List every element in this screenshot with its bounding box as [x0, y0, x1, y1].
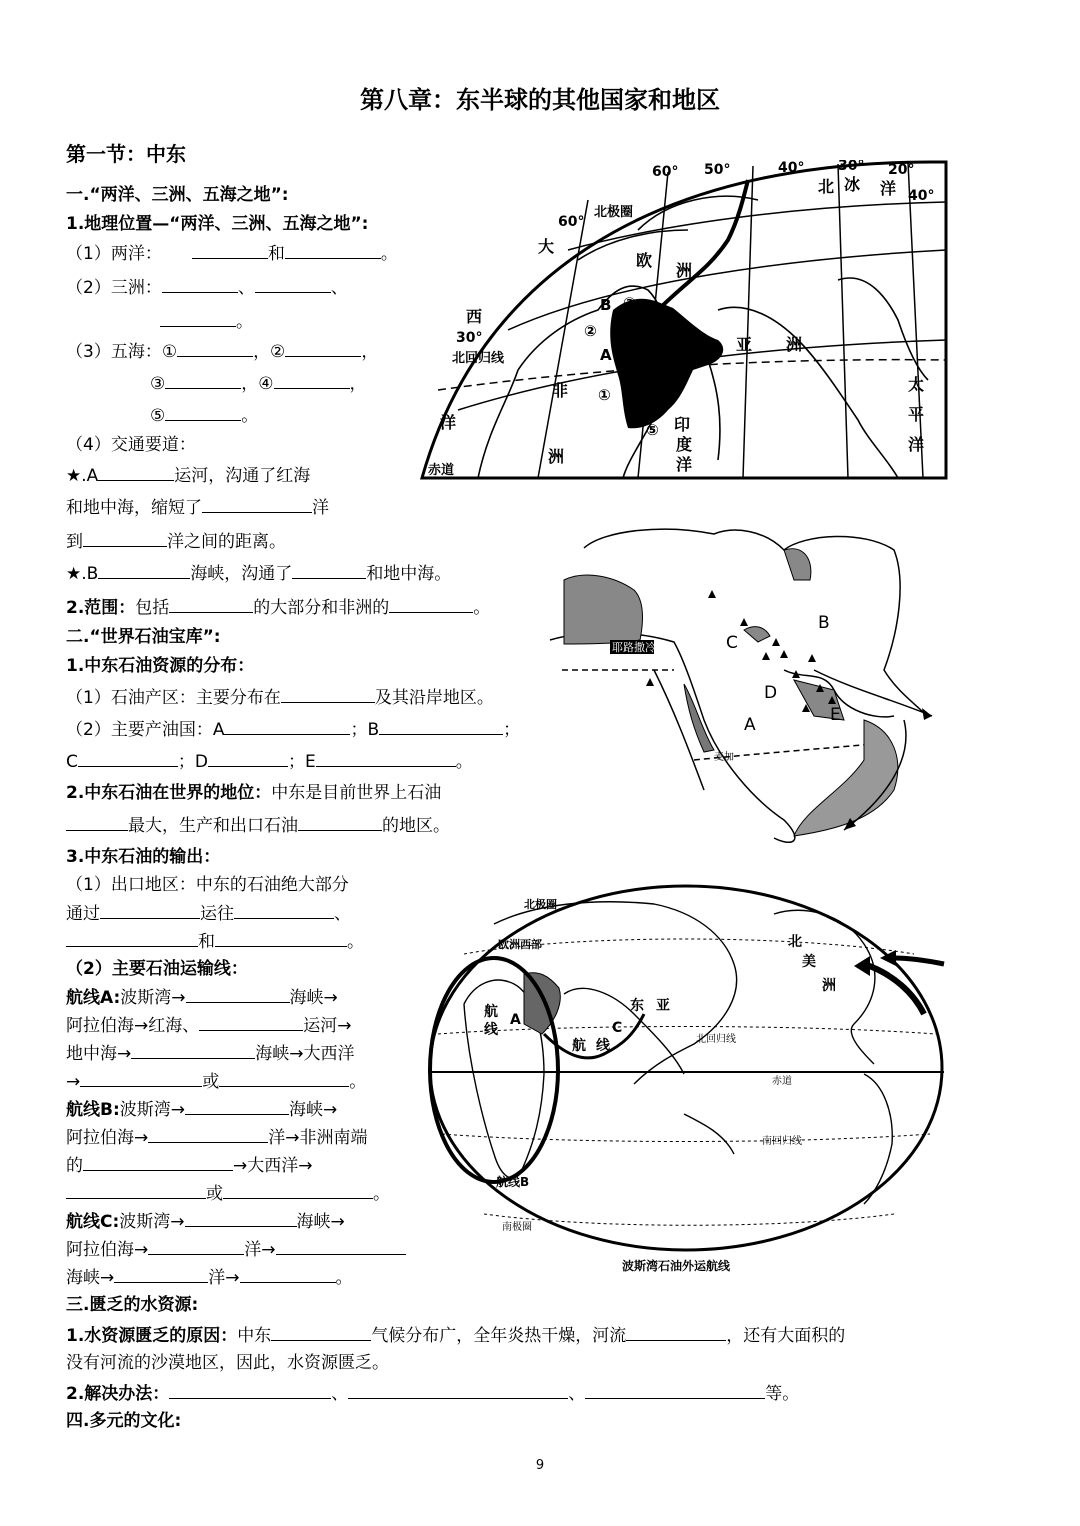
tropic-label: 北回归线	[696, 1034, 736, 1045]
place-label: 洋	[676, 455, 693, 474]
text-line: 通过 运往 、	[66, 904, 351, 924]
text-line: 1.水资源匮乏的原因：中东 气候分布广，全年炎热干燥，河流 ，还有大面积的	[66, 1326, 846, 1346]
arctic-label: 北极圈	[524, 898, 557, 911]
text-line: 3.中东石油的输出：	[66, 847, 221, 867]
text-line: 到 洋之间的距离。	[66, 532, 286, 552]
map-caption: 波斯湾石油外运航线	[622, 1259, 731, 1273]
continent-label: 洲	[822, 978, 836, 994]
text-line: 阿拉伯海→红海、 运河→	[66, 1016, 352, 1036]
country-label-e: E	[830, 705, 841, 725]
text-line: 航线C:波斯湾→ 海峡→	[66, 1212, 345, 1232]
continent-label: 美	[802, 954, 816, 970]
marker-1: ①	[598, 386, 611, 404]
text-line: ★.A 运河，沟通了红海	[66, 466, 311, 486]
text-line: 和 。	[66, 930, 364, 953]
continent-label: 北	[788, 934, 802, 950]
text-line: 最大，生产和出口石油 的地区。	[66, 814, 450, 837]
route-c-label: 航	[572, 1038, 586, 1054]
place-label: 印	[674, 415, 691, 434]
page-number: 9	[535, 1458, 545, 1473]
section-heading: 第一节：中东	[66, 142, 186, 166]
text-line: 2.范围：包括 的大部分和非洲的 。	[66, 598, 491, 618]
text-line: （2）主要石油运输线：	[66, 959, 248, 979]
deg-label: 30°	[456, 330, 483, 346]
deg-label: 60°	[558, 214, 585, 230]
place-label: 洋	[440, 413, 457, 432]
region-label: 东	[630, 998, 644, 1014]
place-label: 大	[538, 237, 555, 256]
text-line: 2.中东石油在世界的地位：中东是目前世界上石油	[66, 783, 442, 803]
place-label: 非	[552, 381, 569, 400]
text-line: （1）石油产区：主要分布在 及其沿岸地区。	[66, 688, 494, 708]
marker-2: ②	[584, 322, 597, 340]
text-line: 。	[160, 310, 253, 333]
heading-water: 三.匮乏的水资源:	[66, 1295, 199, 1315]
place-label: 平	[908, 405, 925, 424]
place-label: 亚	[736, 335, 753, 354]
text-line: 阿拉伯海→ 洋→	[66, 1238, 406, 1261]
text-line: ③ ，④ ，	[150, 374, 367, 394]
place-label: 北	[818, 177, 835, 196]
text-line: 地中海→ 海峡→大西洋	[66, 1044, 355, 1064]
text-line: C ；D ；E 。	[66, 752, 473, 772]
route-c-label: 线	[596, 1038, 610, 1054]
route-a-label: 线	[484, 1022, 498, 1038]
text-line: （2）三洲： 、 、	[66, 278, 348, 298]
tropic-label: 南回归线	[762, 1136, 802, 1147]
deg-label: 60°	[652, 164, 679, 180]
equator-label: 赤道	[772, 1076, 792, 1087]
text-line: 航线A:波斯湾→ 海峡→	[66, 988, 338, 1008]
tropic-label: 北回归线	[452, 351, 505, 366]
jerusalem-label: 耶路撒冷	[612, 641, 656, 654]
text-line: ★.B 海峡，沟通了 和地中海。	[66, 564, 452, 584]
arctic-label: 北极圈	[594, 205, 634, 220]
marker-b: B	[600, 296, 612, 314]
place-label: 西	[466, 307, 483, 326]
marker-4: ④	[668, 312, 681, 330]
place-label: 洲	[676, 261, 693, 280]
route-c-label: C	[612, 1020, 623, 1036]
route-a-label: A	[510, 1012, 521, 1028]
place-label: 太	[908, 375, 925, 394]
place-label: 度	[676, 435, 693, 454]
text-line: 1.中东石油资源的分布：	[66, 656, 255, 676]
equator-label: 赤道	[428, 463, 455, 478]
country-label-d: D	[764, 683, 778, 703]
route-a-label: 航	[484, 1004, 498, 1020]
marker-a: A	[600, 346, 612, 364]
deg-label: 20°	[888, 162, 915, 178]
country-label-c: C	[726, 633, 738, 653]
region-label: 欧洲西部	[498, 938, 542, 951]
heading-oil: 二.“世界石油宝库”:	[66, 627, 221, 647]
place-label: 欧	[636, 251, 653, 270]
text-line: ⑤ 。	[150, 406, 259, 426]
text-line: 航线B:波斯湾→ 海峡→	[66, 1100, 338, 1120]
mecca-label: 麦加	[714, 752, 734, 763]
text-line: 海峡→ 洋→ 。	[66, 1268, 353, 1288]
place-label: 洋	[880, 179, 897, 198]
route-b-label: 航线B	[496, 1175, 530, 1189]
page-title: 第八章：东半球的其他国家和地区	[360, 86, 720, 114]
text-line: （4）交通要道：	[66, 435, 196, 455]
text-line: 没有河流的沙漠地区，因此，水资源匮乏。	[66, 1353, 389, 1373]
country-label-b: B	[818, 613, 830, 633]
marker-5: ⑤	[646, 421, 659, 439]
text-line: 的 →大西洋→	[66, 1156, 313, 1176]
text-line: 和地中海，缩短了 洋	[66, 498, 329, 518]
text-line: （1）两洋： 和 。	[66, 244, 398, 264]
place-label: 洲	[786, 335, 803, 354]
oil-routes-map	[424, 884, 948, 1280]
text-line: （2）主要产油国：A ；B ；	[66, 720, 521, 740]
place-label: 洲	[548, 447, 565, 466]
text-line: 阿拉伯海→ 洋→非洲南端	[66, 1128, 368, 1148]
deg-label: 40°	[778, 160, 805, 176]
text-line: （3）五海：① ，② ，	[66, 342, 379, 362]
text-line: 2.解决办法： 、 、 等。	[66, 1384, 800, 1404]
deg-label: 30°	[838, 160, 865, 174]
text-line: 1.地理位置—“两洋、三洲、五海之地”:	[66, 214, 369, 234]
place-label: 洋	[908, 435, 925, 454]
deg-label: 40°	[908, 188, 935, 204]
location-map	[418, 160, 948, 482]
heading-location: 一.“两洋、三洲、五海之地”:	[66, 185, 289, 205]
region-label: 亚	[656, 998, 670, 1014]
antarctic-label: 南极圈	[502, 1222, 532, 1233]
oil-map	[544, 520, 940, 850]
heading-culture: 四.多元的文化:	[66, 1411, 182, 1431]
text-line: → 或 。	[66, 1072, 367, 1092]
marker-3: ③	[623, 294, 636, 312]
country-label-a: A	[744, 715, 756, 735]
place-label: 冰	[844, 175, 861, 194]
deg-label: 50°	[704, 162, 731, 178]
text-line: 或 。	[66, 1182, 390, 1205]
text-line: （1）出口地区：中东的石油绝大部分	[66, 875, 349, 895]
